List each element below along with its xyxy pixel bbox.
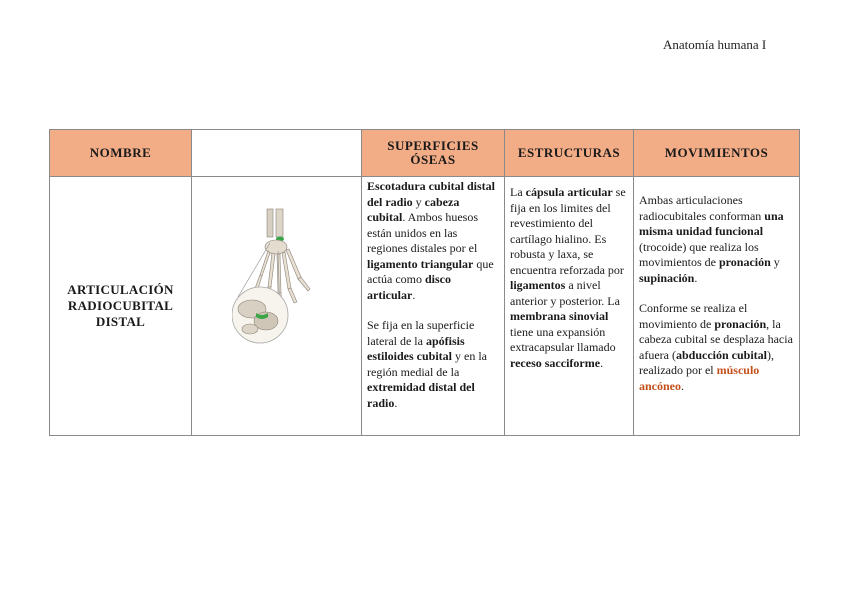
anatomy-table	[49, 129, 800, 436]
muscle-link-text: músculo ancóneo	[639, 363, 760, 393]
wrist-hand-skeleton-icon	[232, 205, 332, 355]
superficies-text	[362, 177, 504, 411]
cell-estructuras	[505, 177, 634, 436]
nombre-line-1: ARTICULACIÓN	[67, 282, 174, 297]
header-estructuras: ESTRUCTURAS	[505, 130, 634, 177]
movimientos-paragraph-1: Ambas articulaciones radiocubitales conforman una misma unidad funcional (trocoide) que realiza los movimientos de pronación y supinación.	[639, 193, 784, 285]
header-superficies: SUPERFICIES ÓSEAS	[362, 130, 505, 177]
course-title: Anatomía humana I	[663, 37, 767, 52]
cell-nombre	[50, 177, 192, 436]
cell-superficies	[362, 177, 505, 436]
estructuras-paragraph: La cápsula articular se fija en los limites del revestimiento del cartílago hialino. Es robusta y laxa, se encuentra reforzada por ligamentos a nivel anterior y posterior. La membrana sinovial tiene una expansión extracapsular llamado receso sacciforme.	[510, 185, 626, 370]
superficies-paragraph-1: Escotadura cubital distal del radio y cabeza cubital. Ambos huesos están unidos en las regiones distales por el ligamento triangular que actúa como disco articular.	[367, 179, 496, 302]
table-row	[50, 177, 800, 436]
cell-movimientos	[634, 177, 800, 436]
cell-illustration	[192, 177, 362, 436]
estructuras-text	[505, 177, 633, 371]
movimientos-paragraph-2: Conforme se realiza el movimiento de pronación, la cabeza cubital se desplaza hacia afuera (abducción cubital), realizado por el músculo ancóneo.	[639, 301, 793, 393]
header-row	[50, 130, 800, 177]
header-movimientos: MOVIMIENTOS	[634, 130, 800, 177]
header-image-blank	[192, 130, 362, 177]
movimientos-text	[634, 177, 799, 394]
header-nombre: NOMBRE	[50, 130, 192, 177]
nombre-line-3: DISTAL	[95, 314, 146, 329]
superficies-paragraph-2: Se fija en la superficie lateral de la apófisis estiloides cubital y en la región medial de la extremidad distal del radio.	[367, 318, 488, 410]
nombre-line-2: RADIOCUBITAL	[67, 298, 174, 313]
